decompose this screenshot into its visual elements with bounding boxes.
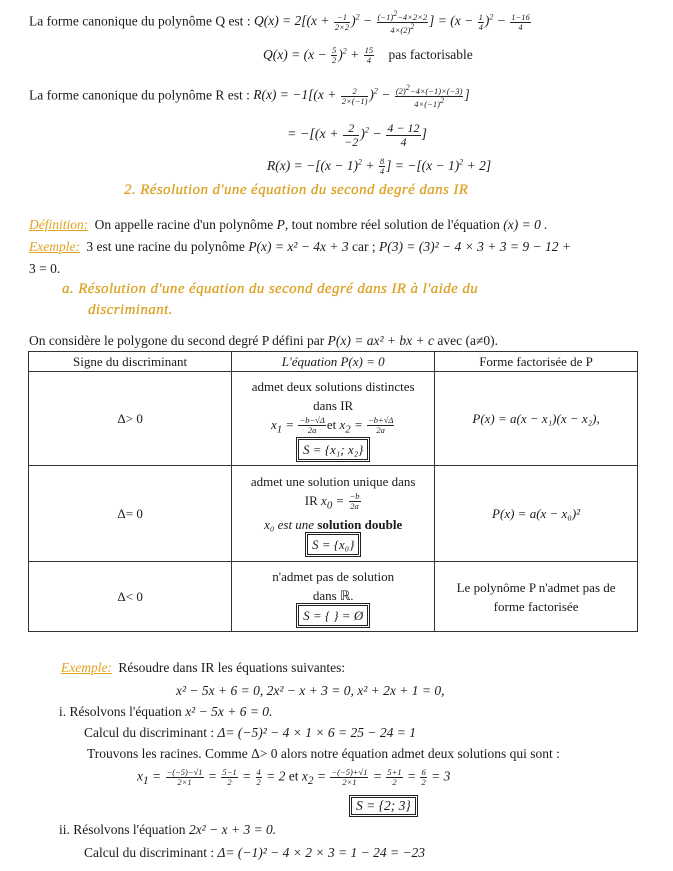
i-solution-line <box>351 797 673 815</box>
i-title-line: i. Résolvons l'équation x² − 5x + 6 = 0. <box>59 704 273 719</box>
definition-text-b: , tout nombre réel solution de l'équation <box>284 217 500 232</box>
consider-line <box>29 333 673 349</box>
i-roots-formula: $x_1$ = $\frac{-(-5)-√1}{2\times 1}$ = $\frac{5-1}{2}$ = $\frac{4}{2}$ = 2 et $x_2$ = $\frac{-(-5)+√1}{2\times 1}$ = $\frac{5+1}{2}$ = $\frac{6}{2}$ = 3 <box>137 767 451 788</box>
equation-cell-zero <box>232 466 435 562</box>
sign-positive: Δ> 0 <box>29 372 232 466</box>
equation-cell-negative <box>232 562 435 632</box>
factor-negative: Le polynôme P n'admet pas de forme factorisée <box>435 562 638 632</box>
definition-var: P <box>276 217 285 232</box>
example1-label: Exemple: <box>29 239 80 254</box>
consider-text-b: avec (a≠0). <box>437 333 499 348</box>
header-factor: Forme factorisée de P <box>435 352 638 372</box>
example1-text-a: 3 est une racine du polynôme <box>86 239 245 254</box>
double-solution: solution double <box>317 517 403 533</box>
sign-negative: Δ< 0 <box>29 562 232 632</box>
solution-positive: S = {x₁; x₂} <box>298 439 368 460</box>
ii-title-line: ii. Résolvons l'équation 2x² − x + 3 = 0. <box>59 822 277 837</box>
example1-text-b: car ; <box>352 239 376 254</box>
definition-label: Définition: <box>29 217 89 232</box>
ii-title-eq: 2x² − x + 3 = 0. <box>188 822 277 837</box>
q-note: pas factorisable <box>388 46 473 62</box>
example1-calc: P(3) = (3)² − 4 × 3 + 3 = 9 − 12 + <box>379 239 571 254</box>
table-row <box>29 372 638 466</box>
consider-eq: P(x) = ax² + bx + c <box>327 333 435 348</box>
example2-equations: x² − 5x + 6 = 0, 2x² − x + 3 = 0, x² + 2x + 1 = 0, <box>176 683 445 698</box>
formula-positive: $x_1$ = $\frac{-b-√\Delta}{2a}$ et $x_2$ = $\frac{-b+√\Delta}{2a}$ <box>270 415 394 436</box>
sign-zero: Δ= 0 <box>29 466 232 562</box>
double-solution-line: x₀ est une solution double <box>264 517 403 533</box>
r-equation-3-line <box>267 157 673 176</box>
i-roots-text: Trouvons les racines. Comme Δ> 0 alors notre équation admet deux solutions qui sont : <box>87 746 560 761</box>
definition-line <box>29 217 673 233</box>
i-et: et <box>288 768 299 784</box>
q-equation-1-render: Q(x) = 2[(x + $\frac{-1}{2\times 2}$ )$^2$ − $\frac{(-1)^2-4\times 2\times 2}{4\times(2)^2}$ ] = (x − $\frac{1}{4}$ )$^2$ − $\frac{1-16}{4}$ <box>253 9 530 35</box>
section-2-title: 2. Résolution d'une équation du second degré dans IR <box>124 182 469 198</box>
table-row <box>29 466 638 562</box>
header-equation: L'équation P(x) = 0 <box>232 352 435 372</box>
solution-zero: S = {x₀} <box>307 534 359 555</box>
formula-zero: IR $x_0$ = $\frac{-b}{2a}$ <box>304 491 360 512</box>
discriminant-table <box>28 351 638 632</box>
i-disc-line: Calcul du discriminant : Δ= (−5)² − 4 × 1 × 6 = 25 − 24 = 1 <box>84 725 416 740</box>
subsection-a-title-2: discriminant. <box>88 302 173 318</box>
header-sign: Signe du discriminant <box>29 352 232 372</box>
i-solution: S = {2; 3} <box>351 797 416 815</box>
r-equation-2-render: = −[(x + $\frac{2}{-2}$ )$^2$ − $\frac{4 - 12}{4}$ ] <box>287 121 427 149</box>
factor-positive: P(x) = a(x − x₁)(x − x₂), <box>435 372 638 466</box>
example1-line <box>29 239 673 255</box>
factor-zero: P(x) = a(x − x₀)² <box>435 466 638 562</box>
q-canonical-line <box>29 10 673 35</box>
solution-negative: S = { } = Ø <box>298 605 368 626</box>
example2-label: Exemple: <box>61 660 112 675</box>
q-intro: La forme canonique du polynôme Q est : <box>29 13 251 29</box>
r-canonical-line <box>29 84 673 109</box>
q-equation-2-line <box>263 46 673 65</box>
subsection-a-title: a. Résolution d'une équation du second degré dans IR à l'aide du <box>62 281 479 297</box>
eq-line: n'admet pas de solution <box>272 569 395 584</box>
definition-text-a: On appelle racine d'un polynôme <box>94 217 274 232</box>
table-row <box>29 562 638 632</box>
r-intro: La forme canonique du polynôme R est : <box>29 87 250 103</box>
r-equation-3-render: $R(x) = -[(x - 1)^2$ + $\frac{8}{4}$ ] = $-[(x - 1)^2 + 2]$ <box>267 156 492 176</box>
eq-line: dans IR <box>313 397 354 413</box>
example1-eq: P(x) = x² − 4x + 3 <box>248 239 349 254</box>
example1-cont: 3 = 0. <box>29 261 61 276</box>
eq-line: dans ℝ. <box>312 588 354 603</box>
definition-eq: (x) = 0 . <box>503 217 548 232</box>
q-equation-2-render: Q(x) = (x − $\frac{5}{2}$ )$^2$ + $\frac{15}{4}$ <box>263 45 374 65</box>
consider-text-a: On considère le polygone du second degré P défini par <box>29 333 325 348</box>
ii-disc: Δ= (−1)² − 4 × 2 × 3 = 1 − 24 = −23 <box>217 845 426 860</box>
eq-line: admet une solution unique dans <box>250 473 416 489</box>
r-equation-1-render: R(x) = −1[(x + $\frac{2}{2\times(-1)}$ )$^2$ − $\frac{(2)^2-4\times(-1)\times(-3)}{4\times(-1)^2}$ ] <box>253 83 470 109</box>
example2-line <box>61 660 673 676</box>
i-disc: Δ= (−5)² − 4 × 1 × 6 = 25 − 24 = 1 <box>217 725 416 740</box>
example2-text: Résoudre dans IR les équations suivantes: <box>118 660 346 675</box>
eq-line: admet deux solutions distinctes <box>251 378 415 394</box>
r-equation-2-line <box>287 122 673 148</box>
equation-cell-positive <box>232 372 435 466</box>
ii-disc-line: Calcul du discriminant : Δ= (−1)² − 4 × 2 × 3 = 1 − 24 = −23 <box>84 845 426 860</box>
i-title-eq: x² − 5x + 6 = 0. <box>185 704 273 719</box>
